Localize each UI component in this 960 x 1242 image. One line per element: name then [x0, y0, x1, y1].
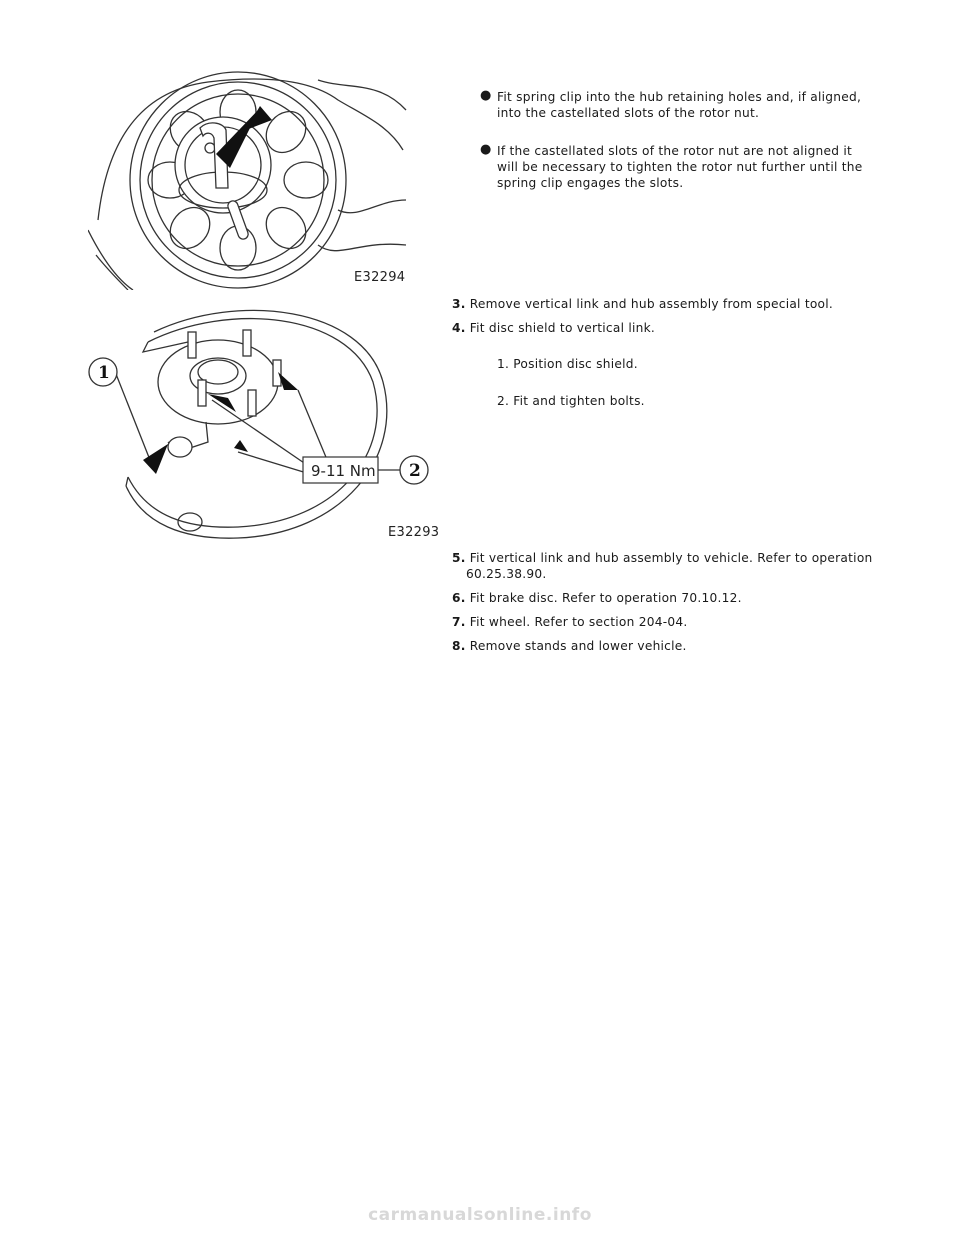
step-5: 5. Fit vertical link and hub assembly to vehicle. Refer to operation [452, 551, 873, 565]
bullet-line: If the castellated slots of the rotor nut are not aligned it [497, 144, 853, 158]
callout-1: 1 [98, 363, 110, 383]
figure-code: E32294 [354, 270, 406, 285]
step-3: 3. Remove vertical link and hub assembly from special tool. [452, 297, 834, 311]
figure-hub-spring-clip [88, 70, 408, 290]
bullet-line: into the castellated slots of the rotor nut. [497, 106, 760, 120]
step-6: 6. Fit brake disc. Refer to operation 70.10.12. [452, 591, 742, 605]
bullet-line: Fit spring clip into the hub retaining holes and, if aligned, [497, 90, 862, 104]
step-5-continued: 60.25.38.90. [466, 567, 547, 581]
step-4: 4. Fit disc shield to vertical link. [452, 321, 656, 335]
watermark: carmanualsonline.info [368, 1205, 592, 1225]
bullet-dot: ● [480, 88, 492, 103]
callout-2: 2 [409, 461, 421, 481]
figure-code: E32293 [388, 525, 440, 540]
substep-1: 1. Position disc shield. [497, 357, 638, 371]
bullet-line: spring clip engages the slots. [497, 176, 684, 190]
step-7: 7. Fit wheel. Refer to section 204-04. [452, 615, 688, 629]
step-8: 8. Remove stands and lower vehicle. [452, 639, 687, 653]
substep-2: 2. Fit and tighten bolts. [497, 394, 645, 408]
bullet-dot: ● [480, 142, 492, 157]
figure-disc-shield [88, 302, 438, 542]
bullet-line: will be necessary to tighten the rotor nut further until the [497, 160, 863, 174]
torque-callout: 9-11 Nm [311, 462, 376, 480]
